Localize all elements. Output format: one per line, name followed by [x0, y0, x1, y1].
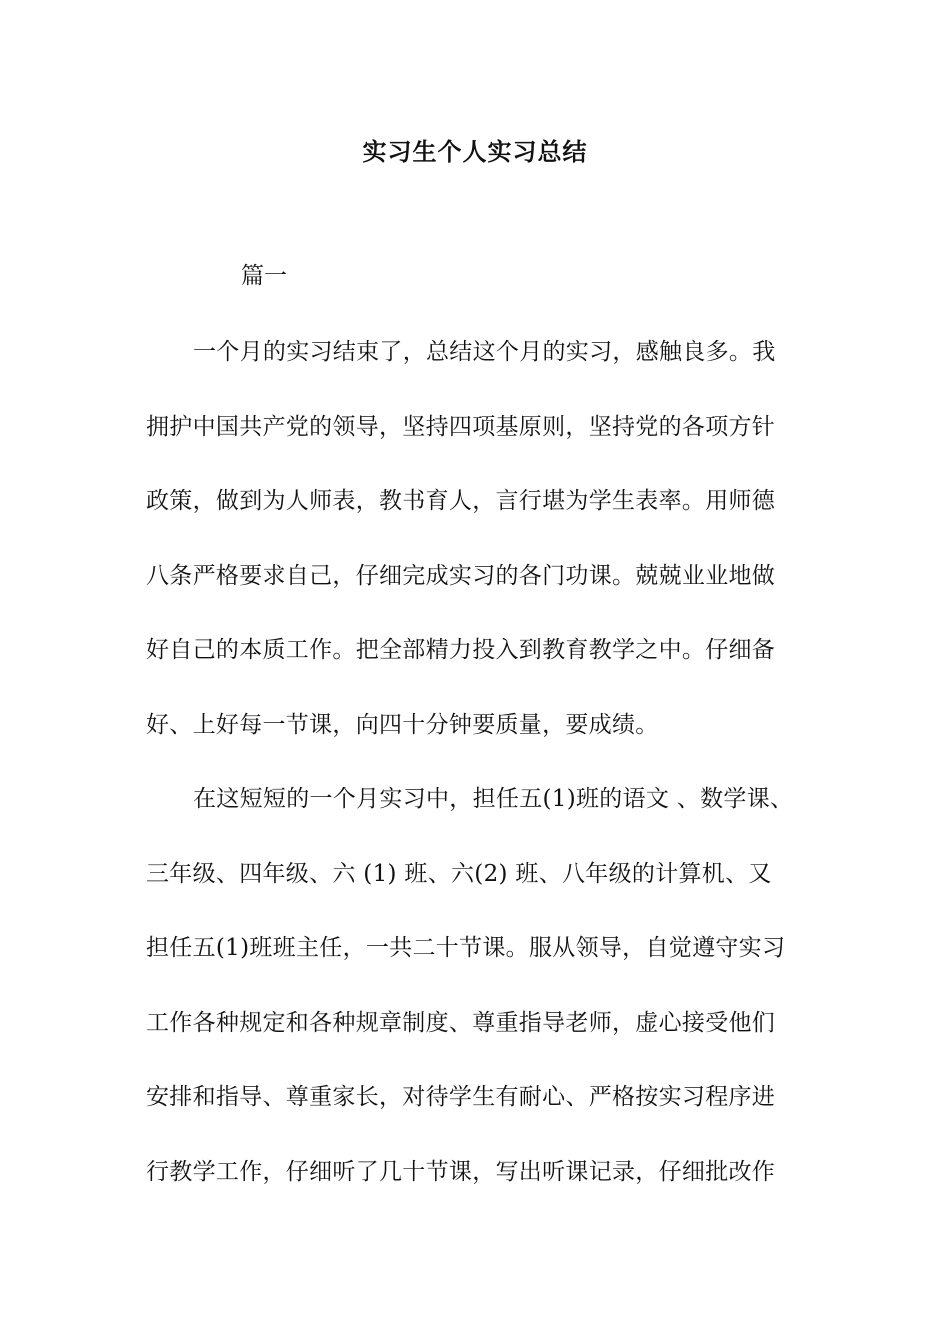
document-title: 实习生个人实习总结 — [362, 137, 588, 166]
text-line: 三年级、四年级、六 (1) 班、六(2) 班、八年级的计算机、又 — [146, 860, 772, 887]
text-line: 好自己的本质工作。把全部精力投入到教育教学之中。仔细备 — [146, 637, 776, 663]
text-line: 担任五(1)班班主任，一共二十节课。服从领导，自觉遵守实习 — [146, 935, 786, 961]
text-line: 好、上好每一节课，向四十分钟要质量，要成绩。 — [146, 711, 659, 738]
text-line: 一个月的实习结束了，总结这个月的实习，感触良多。我 — [193, 339, 776, 365]
text-line: 拥护中国共产党的领导，坚持四项基原则，坚持党的各项方针 — [146, 413, 776, 440]
text-line: 安排和指导、尊重家长，对待学生有耐心、严格按实习程序进 — [146, 1084, 776, 1110]
text-line: 政策，做到为人师表，教书育人，言行堪为学生表率。用师德 — [146, 488, 776, 514]
text-line: 在这短短的一个月实习中，担任五(1)班的语文 、数学课、 — [193, 786, 794, 812]
text-line: 行教学工作，仔细听了几十节课，写出听课记录，仔细批改作 — [146, 1158, 776, 1185]
body-text — [146, 333, 836, 1227]
text-line: 八条严格要求自己，仔细完成实习的各门功课。兢兢业业地做 — [146, 562, 776, 589]
section-label: 篇一 — [241, 263, 287, 289]
text-line: 工作各种规定和各种规章制度、尊重指导老师，虚心接受他们 — [146, 1009, 776, 1036]
